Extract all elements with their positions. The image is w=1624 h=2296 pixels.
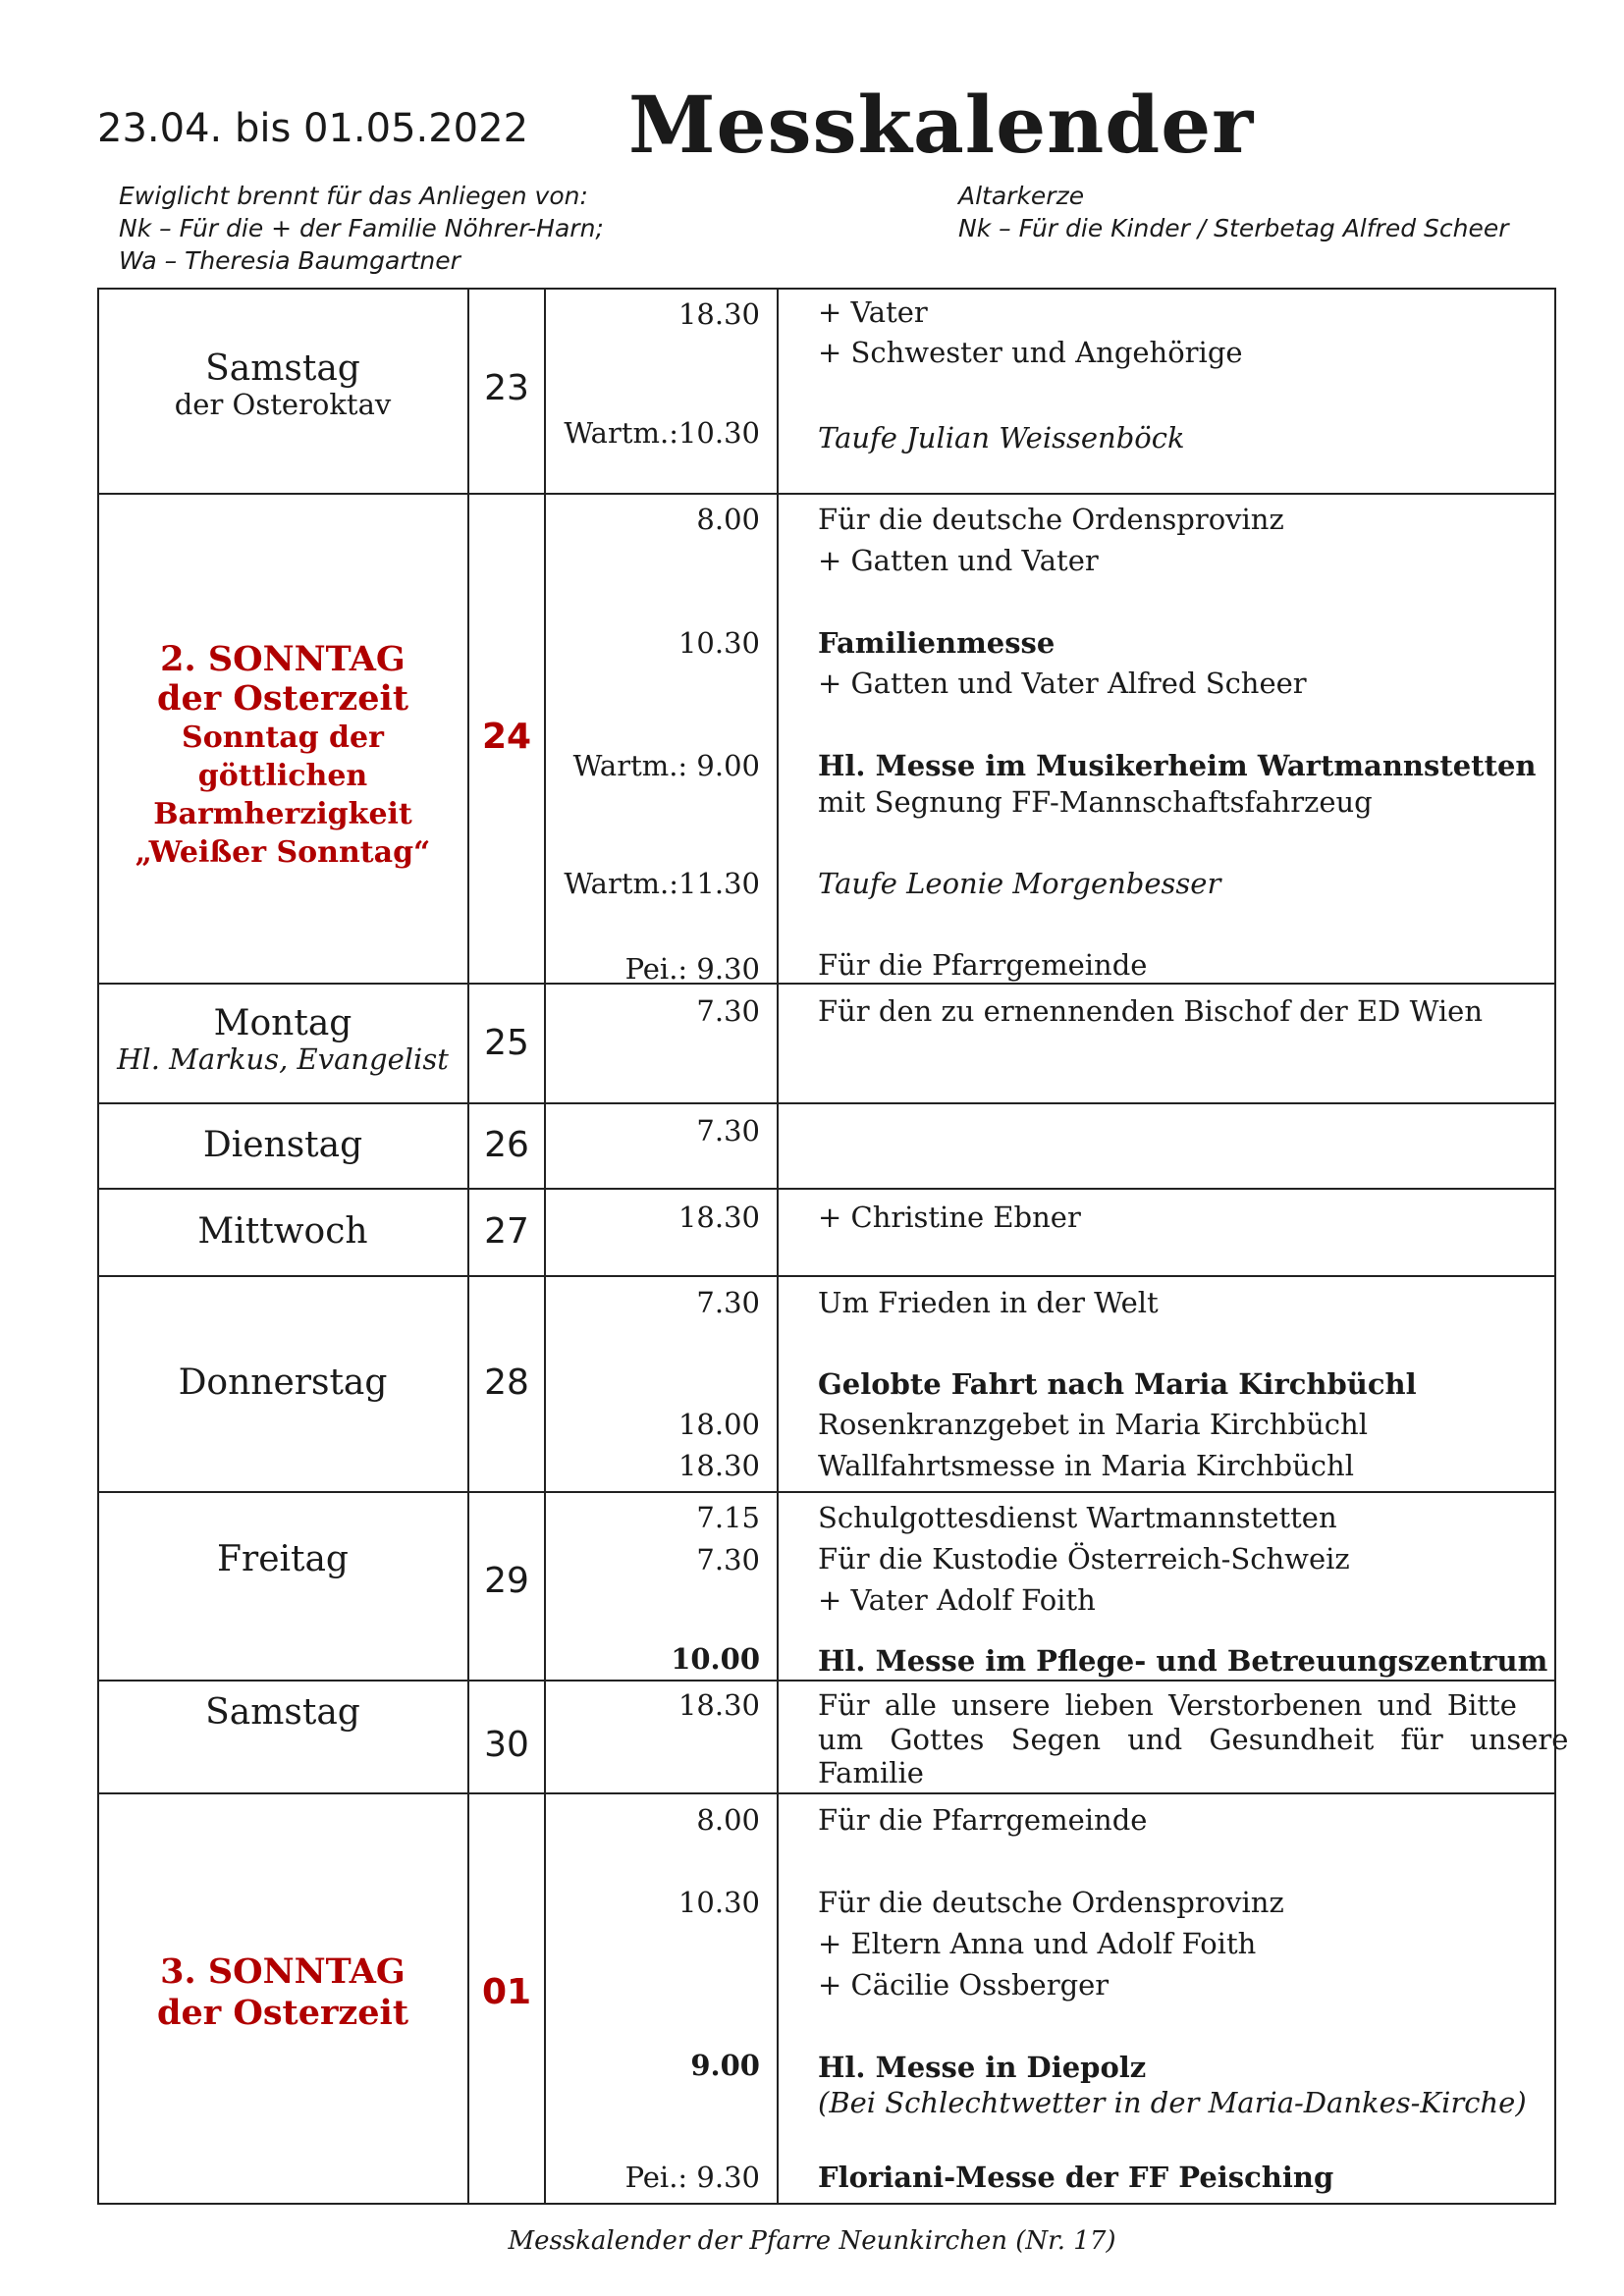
- mass-time: 7.30: [696, 1114, 760, 1148]
- day-subtitle: Barmherzigkeit: [153, 797, 412, 831]
- mass-intention: Taufe Julian Weissenböck: [818, 421, 1185, 454]
- mass-time: 7.30: [696, 1543, 760, 1576]
- day-number: 23: [484, 368, 529, 408]
- day-cell: [97, 1951, 468, 2034]
- day-cell: [97, 1211, 468, 1252]
- day-number: 01: [481, 1972, 532, 2012]
- mass-time: Pei.: 9.30: [624, 2161, 760, 2194]
- mass-intention: Um Frieden in der Welt: [818, 1286, 1159, 1319]
- day-number: 27: [484, 1211, 529, 1252]
- mass-intention: mit Segnung FF-Mannschaftsfahrzeug: [818, 785, 1373, 819]
- day-name: 2. SONNTAG: [160, 639, 406, 679]
- mass-time: Pei.: 9.30: [624, 952, 760, 986]
- mass-intention: Hl. Messe in Diepolz: [818, 2051, 1147, 2084]
- day-number: 25: [484, 1023, 529, 1063]
- day-name: Freitag: [217, 1539, 349, 1579]
- day-subtitle: Sonntag der: [182, 721, 384, 755]
- day-subtitle: „Weißer Sonntag“: [135, 835, 431, 870]
- mass-time: 10.30: [677, 1886, 760, 1919]
- mass-intention: (Bei Schlechtwetter in der Maria-Dankes-Kirche): [818, 2086, 1527, 2119]
- mass-intention: Für die Kustodie Österreich-Schweiz: [818, 1542, 1350, 1575]
- mass-intention: + Gatten und Vater: [818, 544, 1099, 577]
- ewiglicht-line: Wa – Theresia Baumgartner: [119, 246, 460, 275]
- mass-intention: Für die Pfarrgemeinde: [818, 948, 1148, 982]
- page-footer: Messkalender der Pfarre Neunkirchen (Nr. 17): [508, 2226, 1116, 2256]
- day-cell: [97, 348, 468, 422]
- mass-intention: Für die deutsche Ordensprovinz: [818, 1886, 1284, 1919]
- mass-intention: Familienmesse: [818, 626, 1056, 660]
- day-cell: [97, 1125, 468, 1165]
- mass-intention: + Vater: [818, 295, 928, 329]
- mass-intention: Gelobte Fahrt nach Maria Kirchbüchl: [818, 1367, 1417, 1401]
- day-cell: [97, 1539, 468, 1579]
- ewiglicht-line: Nk – Für die + der Familie Nöhrer-Harn;: [119, 214, 604, 242]
- day-subtitle: der Osteroktav: [174, 388, 392, 421]
- day-subtitle: der Osterzeit: [156, 678, 409, 719]
- day-subtitle: göttlichen: [197, 759, 368, 793]
- mass-intention: + Vater Adolf Foith: [818, 1583, 1096, 1617]
- day-subtitle: Hl. Markus, Evangelist: [117, 1042, 449, 1076]
- day-name: Dienstag: [202, 1125, 363, 1165]
- day-name: Donnerstag: [178, 1362, 388, 1403]
- day-name: Samstag: [205, 1692, 360, 1733]
- altarkerze-line: Nk – Für die Kinder / Sterbetag Alfred Scheer: [958, 214, 1509, 242]
- mass-time: 10.30: [677, 626, 760, 660]
- mass-intention: Familie: [818, 1756, 924, 1789]
- mass-intention: Für alle unsere lieben Verstorbenen und Bitte: [818, 1688, 1517, 1722]
- mass-time: 18.30: [677, 1688, 760, 1722]
- mass-time: 8.00: [696, 503, 760, 536]
- day-name: Montag: [213, 1003, 352, 1043]
- ewiglicht-line: Ewiglicht brennt für das Anliegen von:: [119, 182, 588, 210]
- day-cell: [97, 1003, 468, 1077]
- mass-time: Wartm.: 9.00: [572, 749, 760, 782]
- day-cell: [97, 640, 468, 872]
- mass-intention: Für die Pfarrgemeinde: [818, 1803, 1148, 1837]
- mass-time: 8.00: [696, 1803, 760, 1837]
- mass-intention: Taufe Leonie Morgenbesser: [818, 867, 1221, 900]
- day-number: 29: [484, 1561, 529, 1601]
- mass-time: 18.30: [677, 1449, 760, 1482]
- mass-intention: Hl. Messe im Pflege- und Betreuungszentrum: [818, 1644, 1548, 1678]
- day-number: 24: [481, 717, 532, 757]
- mass-time: Wartm.:10.30: [564, 416, 760, 450]
- mass-time: 9.00: [690, 2049, 760, 2082]
- mass-intention: + Christine Ebner: [818, 1201, 1081, 1234]
- mass-intention: Floriani-Messe der FF Peisching: [818, 2161, 1334, 2194]
- day-number: 30: [484, 1725, 529, 1765]
- mass-intention: Hl. Messe im Musikerheim Wartmannstetten: [818, 749, 1537, 782]
- date-range: 23.04. bis 01.05.2022: [97, 106, 529, 151]
- mass-intention: um Gottes Segen und Gesundheit für unsere: [818, 1723, 1569, 1756]
- mass-intention: Für den zu ernennenden Bischof der ED Wien: [818, 994, 1484, 1028]
- mass-time: 18.30: [677, 297, 760, 331]
- day-name: Mittwoch: [197, 1211, 368, 1252]
- mass-intention: Für die deutsche Ordensprovinz: [818, 503, 1284, 536]
- mass-intention: Rosenkranzgebet in Maria Kirchbüchl: [818, 1408, 1368, 1441]
- day-cell: [97, 1692, 468, 1733]
- day-subtitle: der Osterzeit: [156, 1993, 409, 2033]
- page-title: Messkalender: [628, 79, 1255, 171]
- mass-time: 18.30: [677, 1201, 760, 1234]
- altarkerze-line: Altarkerze: [958, 182, 1085, 210]
- day-name: Samstag: [205, 348, 360, 389]
- mass-time: 10.00: [671, 1642, 760, 1676]
- mass-time: Wartm.:11.30: [564, 867, 760, 900]
- day-number: 28: [484, 1362, 529, 1403]
- mass-intention: + Eltern Anna und Adolf Foith: [818, 1927, 1257, 1960]
- mass-intention: Wallfahrtsmesse in Maria Kirchbüchl: [818, 1449, 1354, 1482]
- mass-time: 7.30: [696, 1286, 760, 1319]
- mass-time: 7.15: [696, 1501, 760, 1534]
- mass-intention: + Schwester und Angehörige: [818, 336, 1243, 369]
- day-number: 26: [484, 1125, 529, 1165]
- day-cell: [97, 1362, 468, 1403]
- day-name: 3. SONNTAG: [160, 1951, 406, 1992]
- mass-intention: + Gatten und Vater Alfred Scheer: [818, 667, 1307, 700]
- mass-intention: Schulgottesdienst Wartmannstetten: [818, 1501, 1337, 1534]
- mass-time: 18.00: [677, 1408, 760, 1441]
- mass-time: 7.30: [696, 994, 760, 1028]
- mass-intention: + Cäcilie Ossberger: [818, 1968, 1110, 2002]
